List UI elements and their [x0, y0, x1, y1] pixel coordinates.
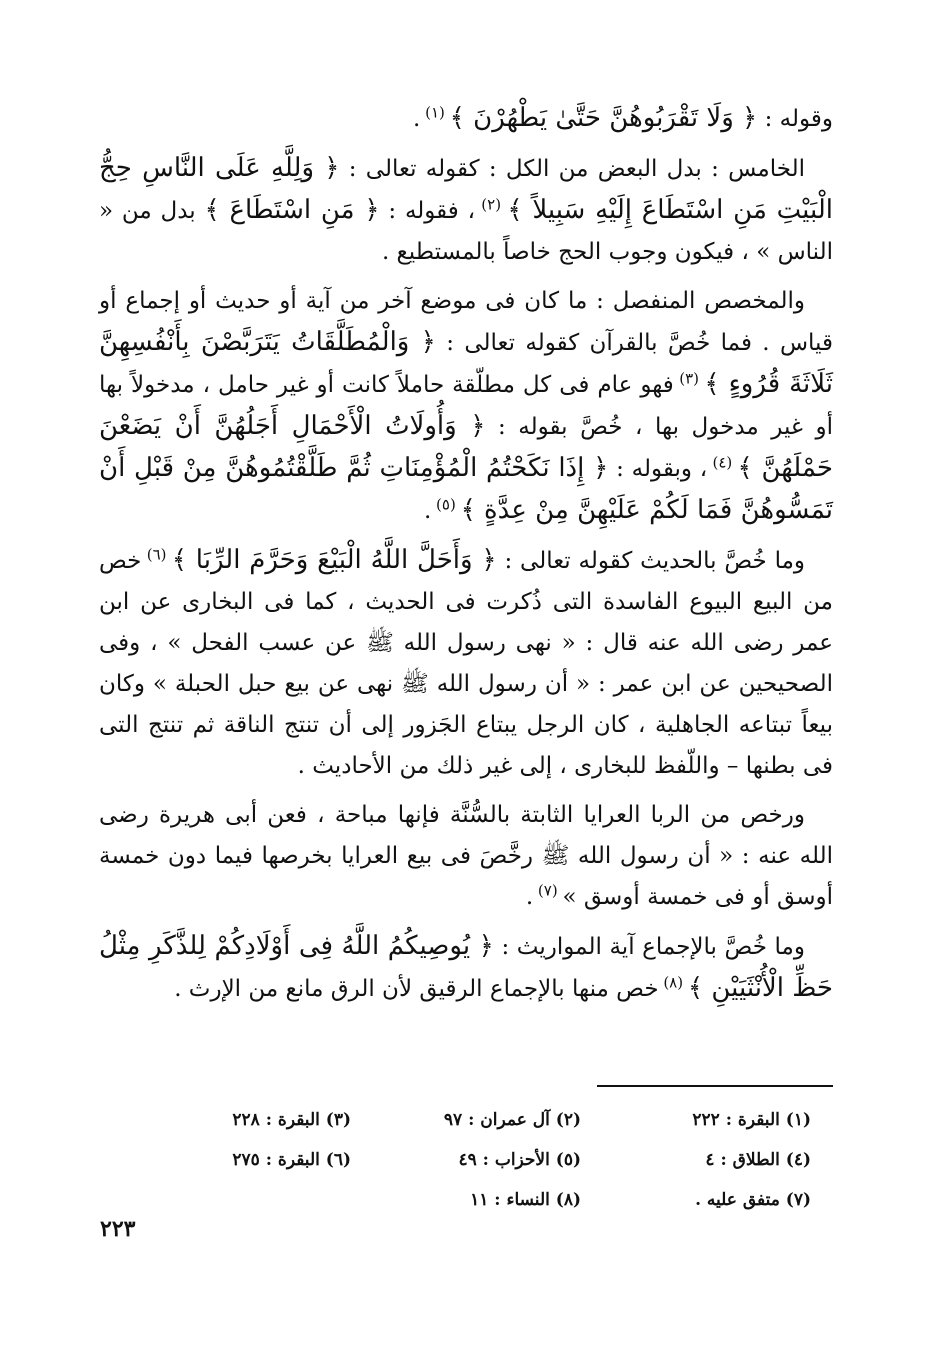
footnote: (٣) البقرة : ٢٢٨: [232, 1110, 351, 1130]
quran-verse: ﴿ إِذَا نَكَحْتُمُ الْمُؤْمِنَاتِ ثُمَّ طَلَّقْتُمُوهُنَّ مِنْ قَبْلِ أَنْ تَمَسُّوهُنَّ فَمَا لَكُمْ عَلَيْهِنَّ مِنْ عِدَّةٍ ﴾: [99, 453, 833, 525]
paragraph-text: بدل من « الناس » ، فيكون وجوب الحج خاصاً بالمستطيع .: [99, 198, 833, 265]
quran-verse: ﴿ وَأَحَلَّ اللَّهُ الْبَيْعَ وَحَرَّمَ الرِّبَا ﴾: [171, 545, 497, 575]
paragraph-text: .: [423, 498, 432, 524]
paragraph: [99, 540, 833, 787]
paragraph-text: خص من البيع البيوع الفاسدة التى ذُكرت فى الحديث ، كما فى البخارى عن ابن عمر رضى الله عنه قال : « نهى رسول الله ﷺ عن عسب الفحل » ، وفى الصحيحين عن ابن عمر : « أن رسول الله ﷺ نهى عن بيع حبل الحبلة » وكان بيعاً تبتاعه الجاهلية ، كان الرجل يبتاع الجَزور إلى أن تنتج الناقة ثم تنتج التى فى بطنها – واللّفظ للبخارى ، إلى غير ذلك من الأحاديث .: [99, 548, 833, 779]
paragraph-text: ، وبقوله :: [608, 456, 708, 482]
quran-verse: ﴿ وَلِلَّهِ عَلَى النَّاسِ حِجُّ الْبَيْتِ مَنِ اسْتَطَاعَ إِلَيْهِ سَبِيلاً ﴾: [99, 153, 833, 225]
paragraph-text: وما خُصَّ بالحديث كقوله تعالى :: [496, 548, 806, 574]
paragraph: [99, 795, 833, 918]
paragraph-text: ، فقوله :: [379, 198, 476, 224]
footnote-ref: (٧): [533, 881, 563, 900]
quran-verse: ﴿ وَأُولَاتُ الْأَحْمَالِ أَجَلُهُنَّ أَنْ يَضَعْنَ حَمْلَهُنَّ ﴾: [99, 411, 833, 483]
footnote-row: [121, 1100, 811, 1140]
quran-verse: ﴿ وَلَا تَقْرَبُوهُنَّ حَتَّىٰ يَطْهُرْنَ ﴾: [449, 103, 758, 133]
footnote: (٦) البقرة : ٢٧٥: [232, 1150, 351, 1170]
footnote-ref: (٤): [707, 453, 738, 472]
footnote-ref: (٥): [431, 495, 461, 514]
footnote: (٥) الأحزاب : ٤٩: [458, 1150, 581, 1170]
paragraph: [99, 926, 833, 1010]
quran-verse: ﴿ وَالْمُطَلَّقَاتُ يَتَرَبَّصْنَ بِأَنْفُسِهِنَّ ثَلَاثَةَ قُرُوءٍ ﴾: [99, 327, 833, 399]
footnote-ref: (٣): [673, 369, 705, 388]
main-text: [99, 98, 833, 1018]
paragraph-text: الخامس : بدل البعض من الكل : كقوله تعالى :: [339, 156, 805, 182]
paragraph: [99, 98, 833, 140]
quran-verse: ﴿ يُوصِيكُمُ اللَّهُ فِى أَوْلَادِكُمْ لِلذَّكَرِ مِثْلُ حَظِّ الْأُنْثَيَيْنِ ﴾: [99, 931, 833, 1003]
paragraph-text: .: [525, 884, 534, 910]
footnote-ref: (١): [420, 103, 450, 122]
paragraph-text: خص منها بالإجماع الرقيق لأن الرق مانع من الإرث .: [174, 976, 659, 1002]
footnote: (٢) آل عمران : ٩٧: [443, 1110, 581, 1130]
footnotes: [121, 1100, 811, 1220]
paragraph: [99, 281, 833, 532]
page-number: ٢٢٣: [100, 1216, 136, 1242]
footnote-row: [121, 1140, 811, 1180]
footnote-ref: (٨): [658, 973, 688, 992]
paragraph: [99, 148, 833, 273]
footnote: (٧) متفق عليه .: [695, 1190, 811, 1210]
quran-verse: ﴿ مَنِ اسْتَطَاعَ ﴾: [204, 195, 380, 225]
footnote-row: [121, 1180, 811, 1220]
paragraph-text: ورخص من الربا العرايا الثابتة بالسُّنَّة فإنها مباحة ، فعن أبى هريرة رضى الله عنه : « أن رسول الله ﷺ رخَّصَ فى بيع العرايا بخرصها فيما دون خمسة أوسق أو فى خمسة أوسق »: [99, 802, 833, 910]
paragraph-text: وما خُصَّ بالإجماع آية المواريث :: [493, 934, 805, 960]
paragraph-text: وقوله :: [757, 106, 833, 132]
footnote: (٤) الطلاق : ٤: [705, 1150, 811, 1170]
footnote: (١) البقرة : ٢٢٢: [692, 1110, 811, 1130]
footnote-separator: [597, 1085, 833, 1087]
paragraph-text: فهو عام فى كل مطلّقة حاملاً كانت أو غير حامل ، مدخولاً بها أو غير مدخول بها ، خُصَّ بقوله :: [99, 372, 834, 440]
paragraph-text: .: [413, 106, 421, 132]
paragraph-text: والمخصص المنفصل : ما كان فى موضع آخر من آية أو حديث أو إجماع أو قياس . فما خُصَّ بالقرآن كقوله تعالى :: [99, 288, 833, 356]
footnote-ref: (٢): [475, 195, 508, 214]
footnote: (٨) النساء : ١١: [470, 1190, 581, 1210]
footnote-ref: (٦): [141, 545, 172, 564]
